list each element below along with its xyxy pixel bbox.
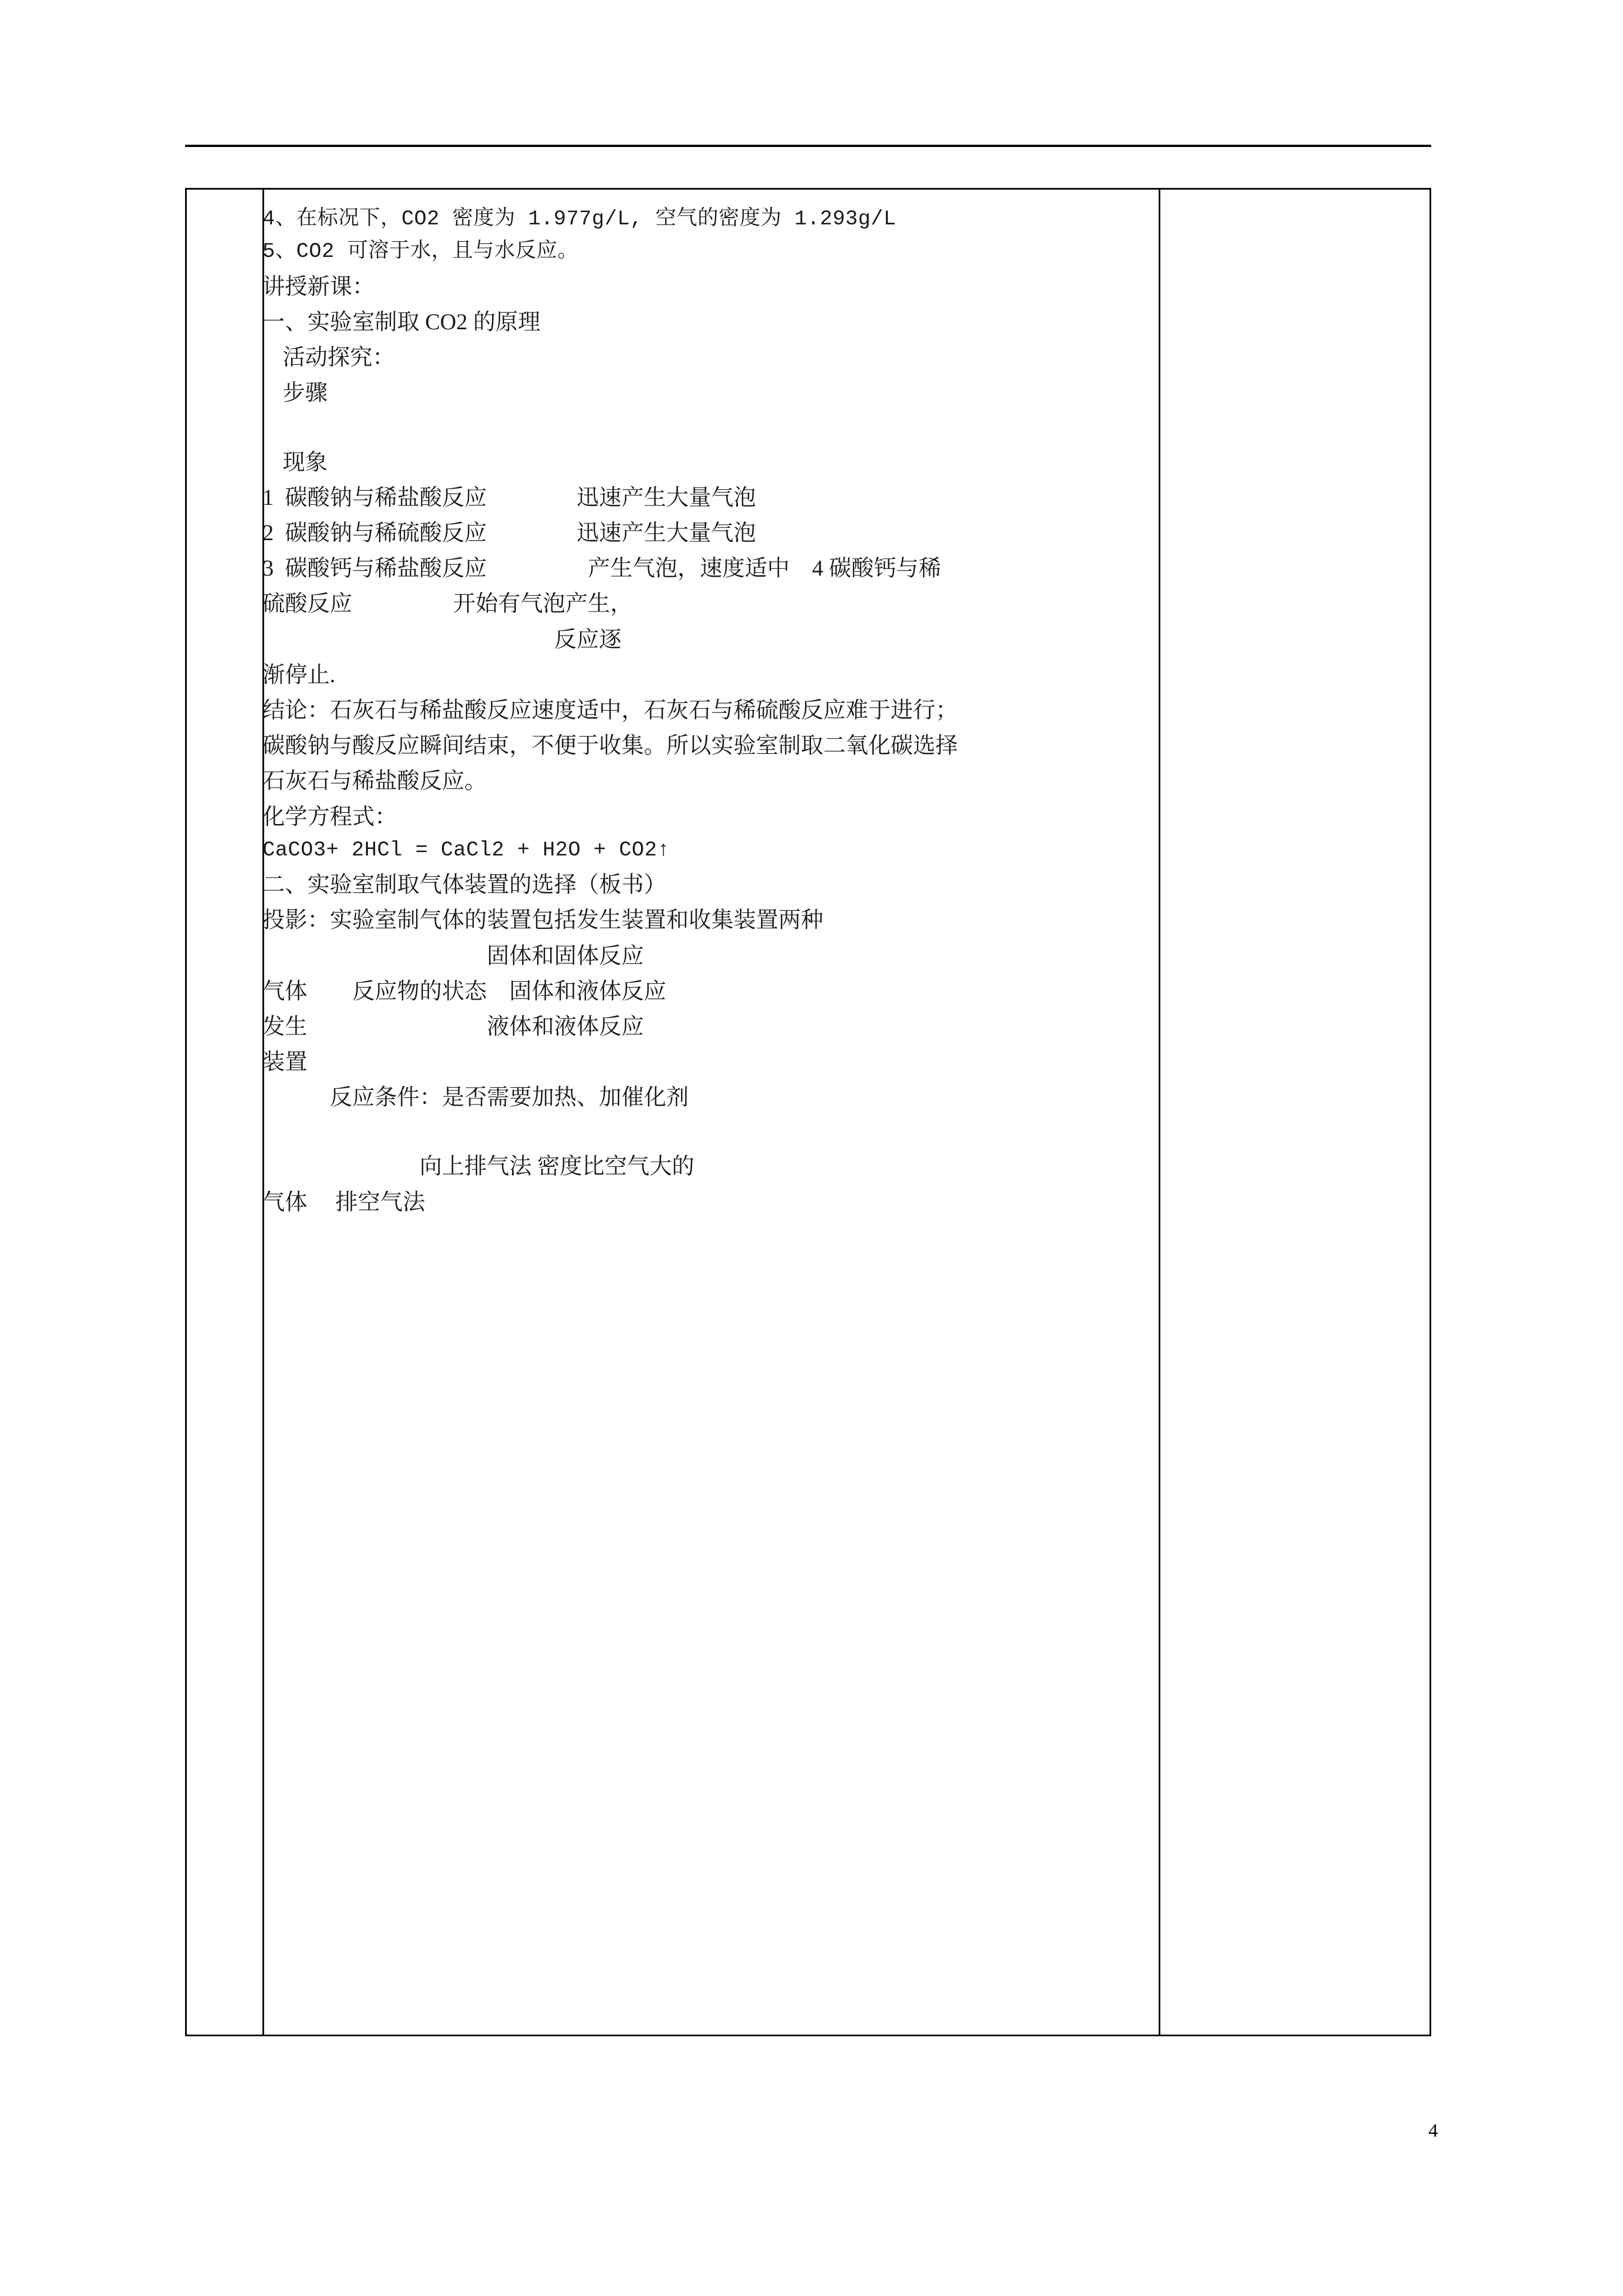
text-line-14: 渐停止. [262,661,335,687]
page-number: 4 [1428,2120,1438,2141]
lesson-content [187,190,1159,1220]
text-line-15: 结论：石灰石与稀盐酸反应速度适中，石灰石与稀硫酸反应难于进行； [262,697,958,723]
chemical-equation: CaCO3+ 2HCl = CaCl2 + H2O + CO2↑ [262,838,670,862]
text-line-16: 碳酸钠与酸反应瞬间结束，不便于收集。所以实验室制取二氧化碳选择 [262,733,958,758]
spacer-2 [262,1115,1142,1148]
text-line-10: 2 碳酸钠与稀硫酸反应 迅速产生大量气泡 [262,520,756,546]
text-line-21: 投影：实验室制气体的装置包括发生装置和收集装置两种 [262,907,823,933]
text-line-1: 4、在标况下，CO2 密度为 1.977g/L, 空气的密度为 1.293g/L [262,208,897,231]
text-line-4: 一、实验室制取 CO2 的原理 [262,309,541,335]
text-line-22: 固体和固体反应 [262,942,644,968]
text-line-23: 气体 反应物的状态 固体和液体反应 [262,978,666,1004]
table-column-side [1160,190,1430,2035]
text-line-12: 硫酸反应 开始有气泡产生， [262,591,633,616]
text-line-2: 5、CO2 可溶于水，且与水反应。 [262,240,579,264]
lesson-plan-table [185,188,1431,2036]
text-line-3: 讲授新课： [262,273,375,299]
text-line-18: 化学方程式： [262,803,397,829]
text-line-28: 向上排气法 密度比空气大的 [262,1153,694,1179]
header-rule [185,145,1431,147]
text-line-5: 活动探究： [283,344,395,370]
text-line-25: 装置 [262,1049,307,1075]
text-line-24: 发生 液体和液体反应 [262,1013,644,1039]
text-line-8: 现象 [283,449,328,475]
text-line-29: 气体 排空气法 [262,1189,425,1214]
text-line-6: 步骤 [283,380,328,406]
text-line-9: 1 碳酸钠与稀盐酸反应 迅速产生大量气泡 [262,484,756,510]
text-line-26: 反应条件：是否需要加热、加催化剂 [262,1084,689,1110]
spacer-1 [262,411,1142,444]
text-line-11: 3 碳酸钙与稀盐酸反应 产生气泡，速度适中 4 碳酸钙与稀 [262,555,941,581]
text-line-20: 二、实验室制取气体装置的选择（板书） [262,872,666,898]
text-line-17: 石灰石与稀盐酸反应。 [262,768,487,794]
text-line-13: 反应逐 [262,626,621,652]
table-column-main [187,190,1160,2035]
